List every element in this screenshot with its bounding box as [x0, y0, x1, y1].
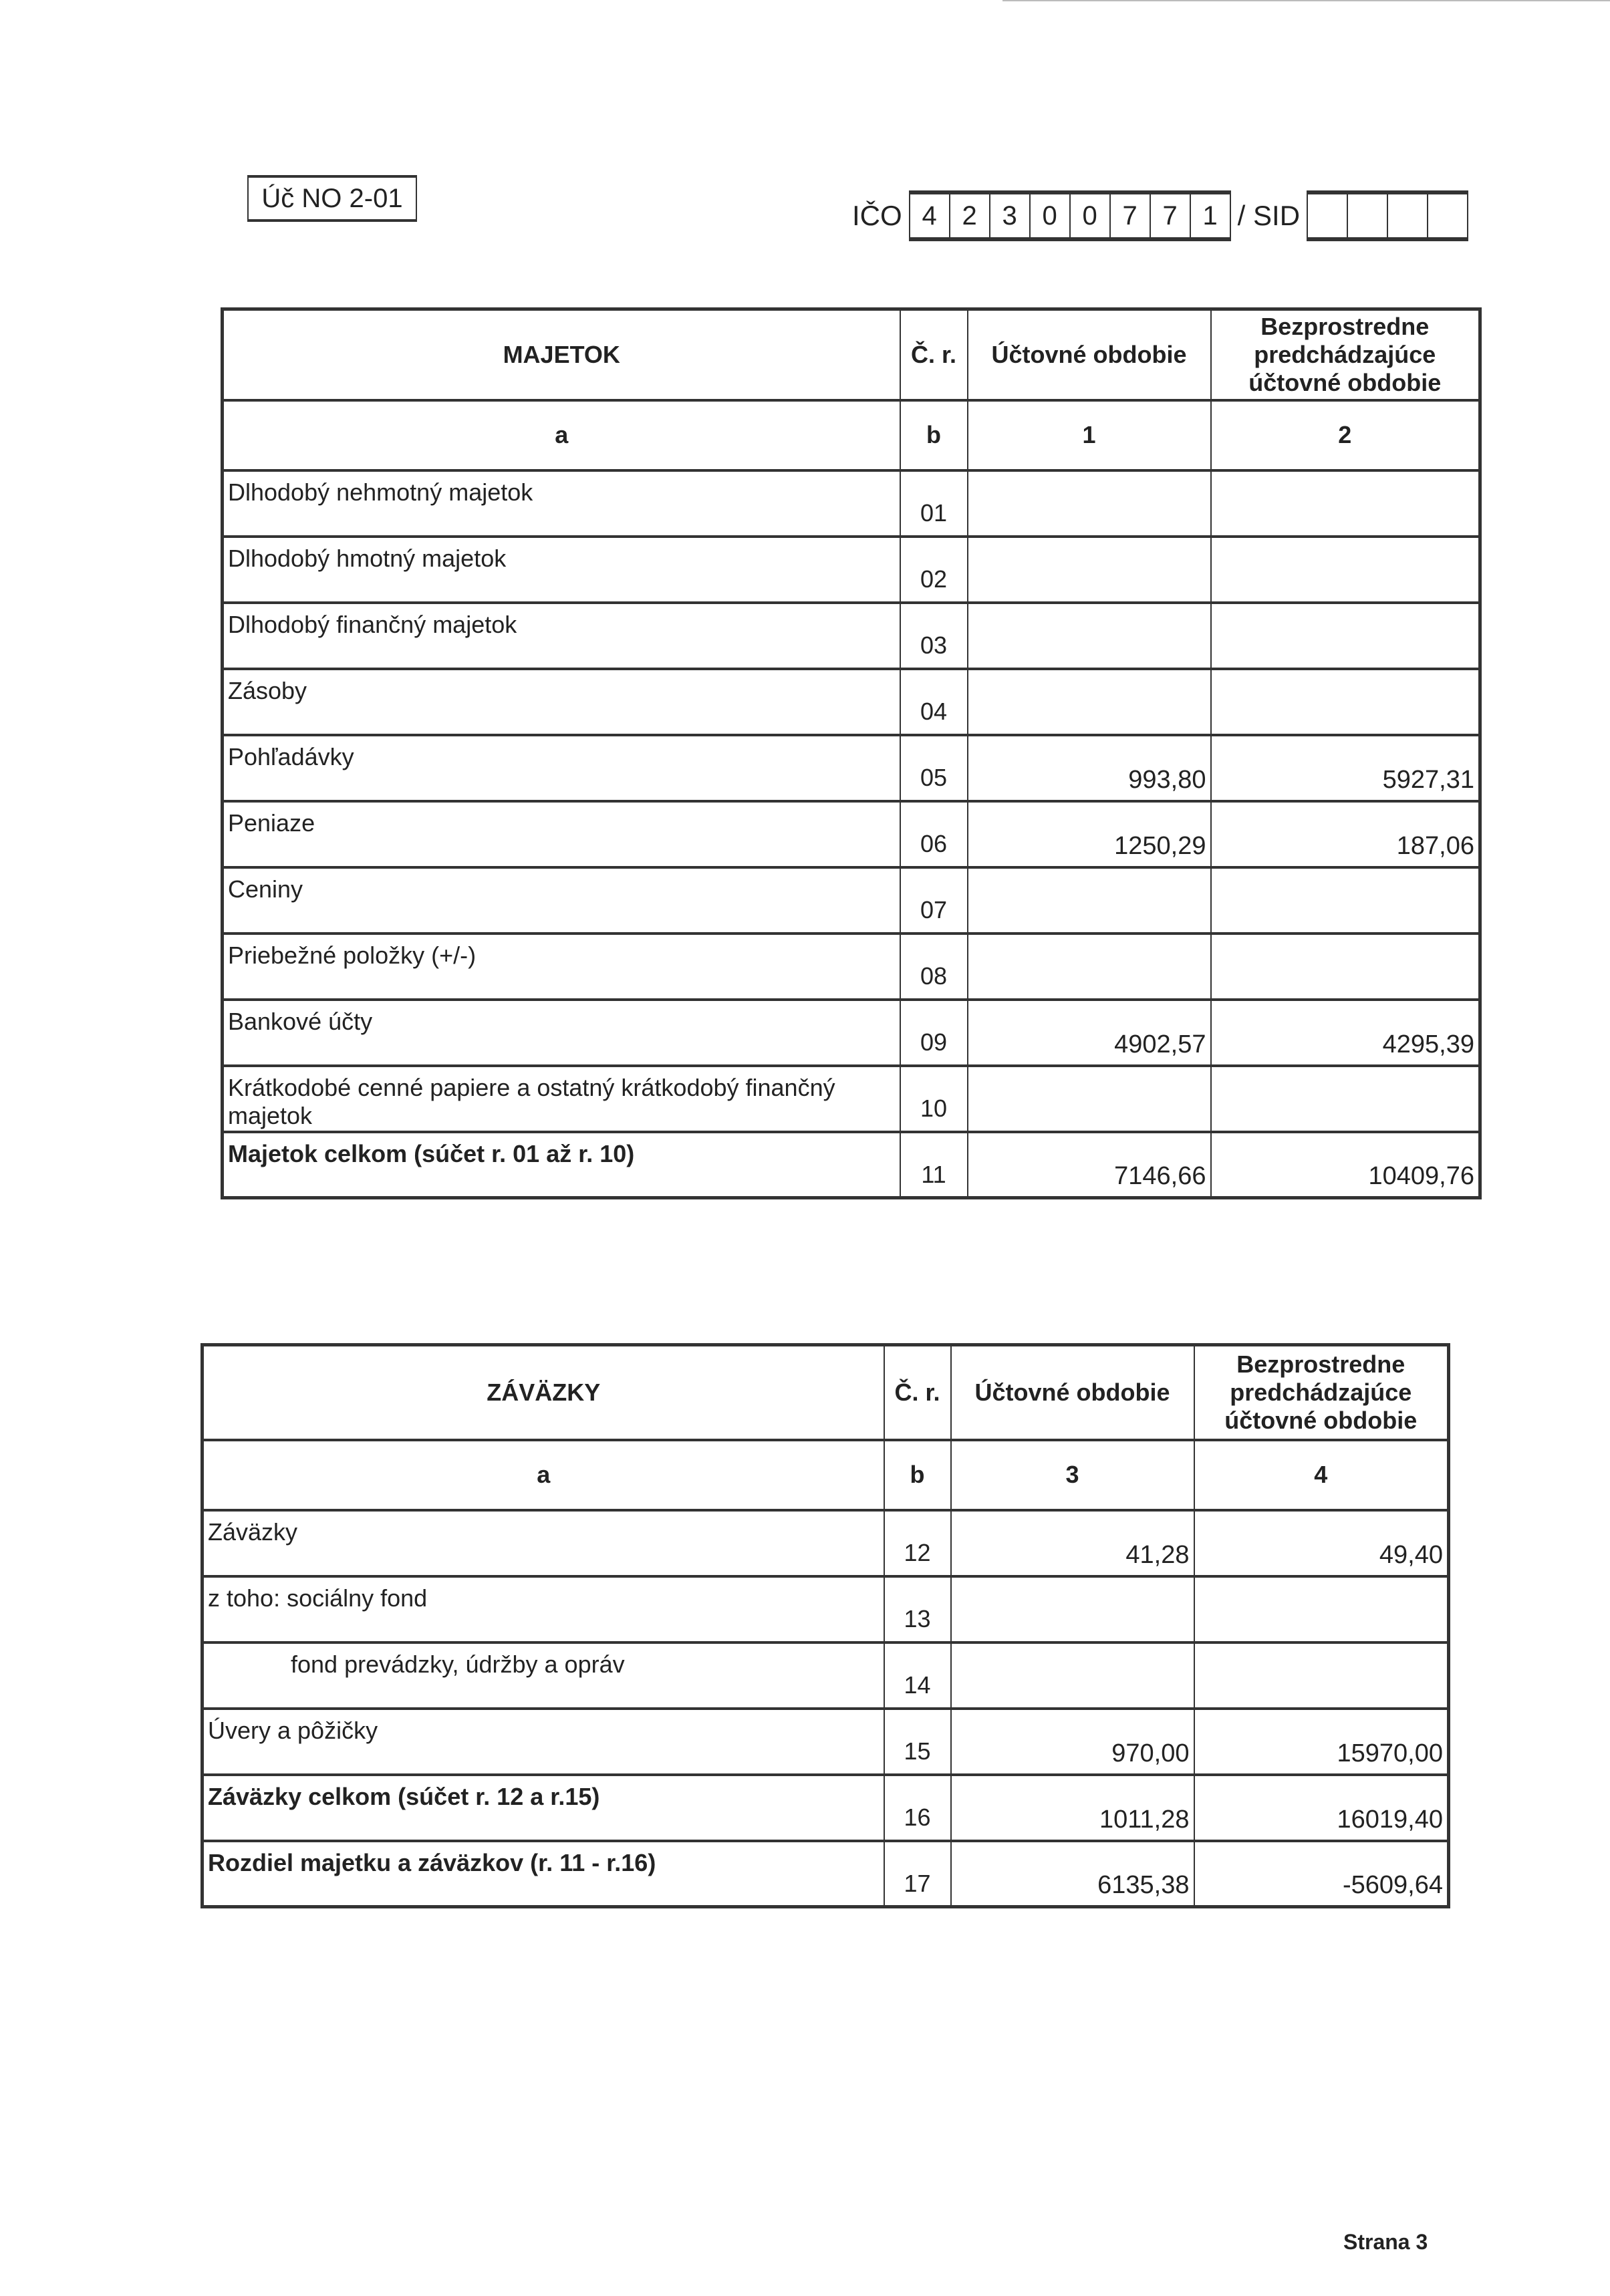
current-period-header: Účtovné obdobie: [951, 1345, 1194, 1440]
row-label: Priebežné položky (+/-): [223, 934, 900, 1000]
sid-label: / SID: [1237, 200, 1301, 231]
page-number: Strana 3: [1343, 2230, 1428, 2254]
current-period-value: 4902,57: [968, 1000, 1211, 1066]
row-label: Krátkodobé cenné papiere a ostatný krátkodobý finančný majetok: [223, 1066, 900, 1132]
sid-boxes: [1307, 190, 1468, 241]
row-label: Pohľadávky: [223, 735, 900, 801]
previous-period-value: -5609,64: [1194, 1841, 1449, 1907]
current-period-value: 6135,38: [951, 1841, 1194, 1907]
row-number: 11: [900, 1132, 968, 1198]
ico-digit: 7: [1111, 194, 1151, 237]
current-period-value: [968, 603, 1211, 669]
previous-period-value: [1194, 1576, 1449, 1642]
previous-period-value: 4295,39: [1211, 1000, 1480, 1066]
current-period-value: 1011,28: [951, 1775, 1194, 1841]
previous-period-value: 49,40: [1194, 1510, 1449, 1576]
row-no-header: Č. r.: [884, 1345, 951, 1440]
table-row: [223, 1000, 1480, 1066]
previous-period-value: 5927,31: [1211, 735, 1480, 801]
ico-digit: 0: [1031, 194, 1071, 237]
table-row: [203, 1841, 1449, 1907]
row-number: 16: [884, 1775, 951, 1841]
table-row: [223, 934, 1480, 1000]
row-label: Dlhodobý nehmotný majetok: [223, 470, 900, 537]
table-row: [223, 537, 1480, 603]
table-row: [223, 603, 1480, 669]
sid-digit: [1348, 194, 1388, 237]
current-period-value: [968, 669, 1211, 735]
previous-period-value: [1194, 1642, 1449, 1709]
row-label: Rozdiel majetku a záväzkov (r. 11 - r.16): [203, 1841, 884, 1907]
column-letter: a: [203, 1440, 884, 1510]
current-period-header: Účtovné obdobie: [968, 309, 1211, 400]
row-number: 03: [900, 603, 968, 669]
previous-period-value: [1211, 1066, 1480, 1132]
row-label: fond prevádzky, údržby a opráv: [203, 1642, 884, 1709]
assets-table: [221, 307, 1482, 1199]
ico-label: IČO: [852, 200, 902, 231]
row-label: z toho: sociálny fond: [203, 1576, 884, 1642]
table-row: [223, 669, 1480, 735]
table-row: [223, 735, 1480, 801]
sid-digit: [1428, 194, 1468, 237]
ico-digit: 0: [1071, 194, 1111, 237]
current-period-value: [968, 537, 1211, 603]
row-label: Záväzky celkom (súčet r. 12 a r.15): [203, 1775, 884, 1841]
column-letter: b: [884, 1440, 951, 1510]
current-period-value: [951, 1576, 1194, 1642]
row-label: Úvery a pôžičky: [203, 1709, 884, 1775]
table-row: [203, 1775, 1449, 1841]
row-number: 09: [900, 1000, 968, 1066]
table-row: [203, 1510, 1449, 1576]
previous-period-value: 187,06: [1211, 801, 1480, 867]
row-label: Dlhodobý finančný majetok: [223, 603, 900, 669]
row-no-header: Č. r.: [900, 309, 968, 400]
previous-period-value: [1211, 470, 1480, 537]
row-label: Zásoby: [223, 669, 900, 735]
previous-period-value: [1211, 669, 1480, 735]
row-number: 05: [900, 735, 968, 801]
previous-period-value: [1211, 934, 1480, 1000]
previous-period-header: Bezprostredne predchádzajúce účtovné obdobie: [1194, 1345, 1449, 1440]
column-letter: 4: [1194, 1440, 1449, 1510]
current-period-value: 7146,66: [968, 1132, 1211, 1198]
row-number: 15: [884, 1709, 951, 1775]
liabilities-table: [200, 1343, 1450, 1908]
current-period-value: [968, 470, 1211, 537]
row-number: 04: [900, 669, 968, 735]
current-period-value: [968, 867, 1211, 934]
table-row: [203, 1642, 1449, 1709]
ico-block: [852, 190, 1475, 241]
row-label: Bankové účty: [223, 1000, 900, 1066]
row-number: 12: [884, 1510, 951, 1576]
ico-digit: 3: [990, 194, 1031, 237]
previous-period-header: Bezprostredne predchádzajúce účtovné obdobie: [1211, 309, 1480, 400]
row-number: 07: [900, 867, 968, 934]
table-row: [223, 470, 1480, 537]
sid-digit: [1308, 194, 1348, 237]
column-letter: 2: [1211, 400, 1480, 470]
previous-period-value: [1211, 867, 1480, 934]
previous-period-value: 10409,76: [1211, 1132, 1480, 1198]
scan-edge-line: [1002, 0, 1610, 1]
ico-boxes: [909, 190, 1231, 241]
table-row: [203, 1576, 1449, 1642]
column-letter: 3: [951, 1440, 1194, 1510]
ico-digit: 1: [1191, 194, 1231, 237]
ico-digit: 2: [950, 194, 990, 237]
table-row: [203, 1709, 1449, 1775]
row-label: Peniaze: [223, 801, 900, 867]
table-row: [223, 867, 1480, 934]
current-period-value: 1250,29: [968, 801, 1211, 867]
row-label: Záväzky: [203, 1510, 884, 1576]
row-number: 01: [900, 470, 968, 537]
row-number: 17: [884, 1841, 951, 1907]
previous-period-value: 15970,00: [1194, 1709, 1449, 1775]
row-label: Majetok celkom (súčet r. 01 až r. 10): [223, 1132, 900, 1198]
liabilities-title: ZÁVÄZKY: [203, 1345, 884, 1440]
row-number: 13: [884, 1576, 951, 1642]
current-period-value: [951, 1642, 1194, 1709]
column-letter: 1: [968, 400, 1211, 470]
row-label: Ceniny: [223, 867, 900, 934]
current-period-value: [968, 934, 1211, 1000]
current-period-value: 993,80: [968, 735, 1211, 801]
sid-digit: [1388, 194, 1428, 237]
row-number: 08: [900, 934, 968, 1000]
row-number: 14: [884, 1642, 951, 1709]
table-row: [223, 801, 1480, 867]
ico-digit: 4: [910, 194, 950, 237]
column-letter: a: [223, 400, 900, 470]
row-label: Dlhodobý hmotný majetok: [223, 537, 900, 603]
table-row: [223, 1066, 1480, 1132]
previous-period-value: [1211, 603, 1480, 669]
row-number: 10: [900, 1066, 968, 1132]
current-period-value: [968, 1066, 1211, 1132]
current-period-value: 41,28: [951, 1510, 1194, 1576]
row-number: 02: [900, 537, 968, 603]
form-code: Úč NO 2-01: [247, 175, 417, 222]
column-letter: b: [900, 400, 968, 470]
current-period-value: 970,00: [951, 1709, 1194, 1775]
row-number: 06: [900, 801, 968, 867]
table-row: [223, 1132, 1480, 1198]
ico-digit: 7: [1151, 194, 1191, 237]
previous-period-value: 16019,40: [1194, 1775, 1449, 1841]
previous-period-value: [1211, 537, 1480, 603]
assets-title: MAJETOK: [223, 309, 900, 400]
